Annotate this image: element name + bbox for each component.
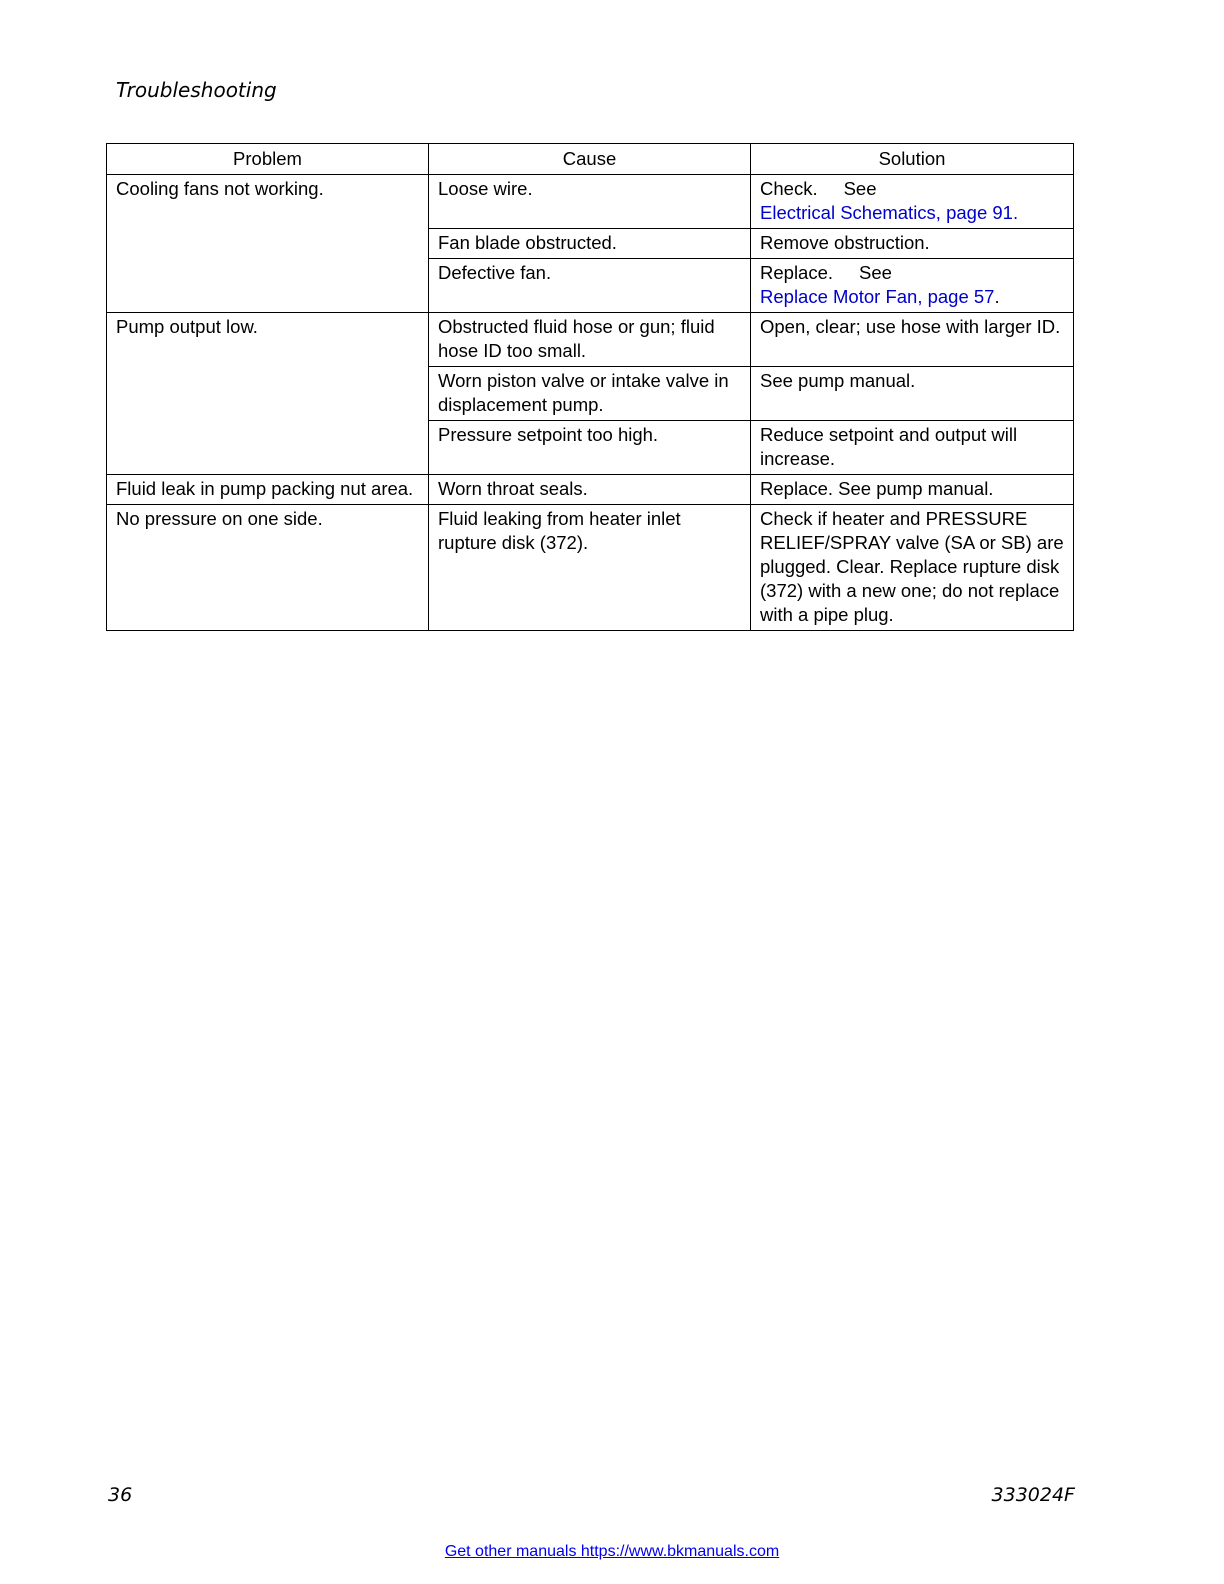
solution-cell: See pump manual. xyxy=(751,367,1074,421)
cause-cell: Worn piston valve or intake valve in displacement pump. xyxy=(429,367,751,421)
solution-cell: Replace. See pump manual. xyxy=(751,475,1074,505)
solution-cell xyxy=(751,175,1074,229)
solution-cell: Reduce setpoint and output will increase. xyxy=(751,421,1074,475)
cause-cell: Defective fan. xyxy=(429,259,751,313)
cause-cell: Fluid leaking from heater inlet rupture disk (372). xyxy=(429,505,751,631)
column-header-solution: Solution xyxy=(751,144,1074,175)
solution-suffix: . xyxy=(994,286,1000,307)
replace-motor-fan-link[interactable]: Replace Motor Fan, page 57 xyxy=(760,286,995,307)
electrical-schematics-link[interactable]: Electrical Schematics, page 91. xyxy=(760,202,1019,223)
table-row xyxy=(107,175,1074,229)
problem-cell: Fluid leak in pump packing nut area. xyxy=(107,475,429,505)
document-number: 333024F xyxy=(991,1484,1075,1506)
troubleshooting-table xyxy=(106,143,1074,631)
problem-cell: Pump output low. xyxy=(107,313,429,475)
table-row xyxy=(107,313,1074,367)
solution-text: Replace. xyxy=(760,262,834,283)
solution-cell: Open, clear; use hose with larger ID. xyxy=(751,313,1074,367)
solution-see: See xyxy=(843,178,877,199)
solution-cell: Check if heater and PRESSURE RELIEF/SPRAY valve (SA or SB) are plugged. Clear. Replace rupture disk (372) with a new one; do not replace with a pipe plug. xyxy=(751,505,1074,631)
table-header-row xyxy=(107,144,1074,175)
solution-text: Check. xyxy=(760,178,818,199)
footer xyxy=(0,1543,1224,1561)
problem-cell: No pressure on one side. xyxy=(107,505,429,631)
table-row xyxy=(107,475,1074,505)
cause-cell: Obstructed fluid hose or gun; fluid hose ID too small. xyxy=(429,313,751,367)
cause-cell: Worn throat seals. xyxy=(429,475,751,505)
solution-cell: Remove obstruction. xyxy=(751,229,1074,259)
column-header-problem: Problem xyxy=(107,144,429,175)
cause-cell: Loose wire. xyxy=(429,175,751,229)
problem-cell: Cooling fans not working. xyxy=(107,175,429,313)
section-title: Troubleshooting xyxy=(116,78,277,102)
table-row xyxy=(107,505,1074,631)
column-header-cause: Cause xyxy=(429,144,751,175)
cause-cell: Fan blade obstructed. xyxy=(429,229,751,259)
cause-cell: Pressure setpoint too high. xyxy=(429,421,751,475)
solution-see: See xyxy=(859,262,892,283)
bkmanuals-link[interactable]: Get other manuals https://www.bkmanuals.com xyxy=(444,1543,780,1560)
solution-cell xyxy=(751,259,1074,313)
page-number: 36 xyxy=(108,1484,133,1506)
